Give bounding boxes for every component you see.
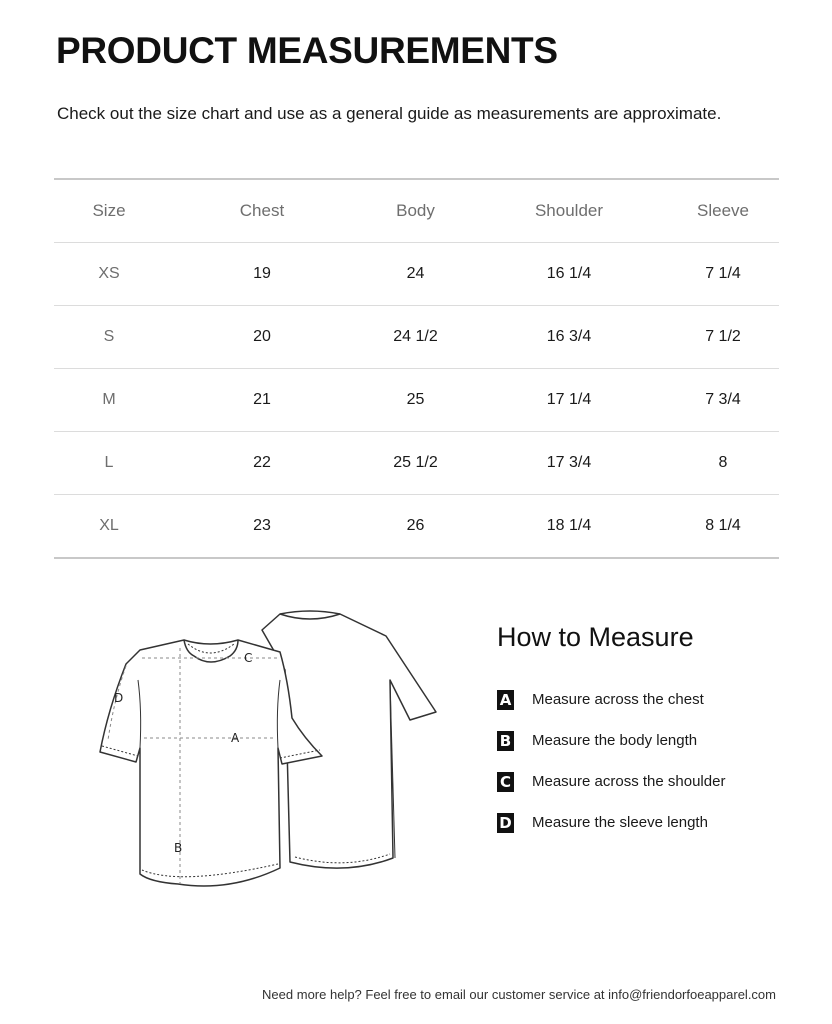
measure-instruction: Measure the sleeve length [532, 814, 708, 831]
chest-cell: 21 [253, 391, 271, 408]
how-to-measure-list [497, 679, 797, 843]
sleeve-cell: 7 3/4 [705, 391, 741, 408]
letter-c-badge: C [497, 772, 514, 792]
label-b: B [174, 841, 183, 855]
table-row [54, 243, 779, 306]
footer-help-text: Need more help? Feel free to email our customer service at info@friendorfoeapparel.com [262, 987, 776, 1002]
chest-cell: 20 [253, 328, 271, 345]
intro-text: Check out the size chart and use as a general guide as measurements are approximate. [57, 104, 722, 123]
table-row [54, 306, 779, 369]
measure-instruction: Measure the body length [532, 732, 698, 749]
size-cell: M [102, 391, 116, 408]
list-item [497, 720, 797, 761]
shoulder-cell: 16 1/4 [546, 265, 592, 282]
header-chest: Chest [239, 201, 285, 220]
label-d: D [114, 691, 124, 705]
sleeve-cell: 7 1/4 [705, 265, 741, 282]
measure-instruction: Measure across the chest [532, 691, 704, 708]
letter-d-badge: D [497, 813, 514, 833]
tshirt-measurement-diagram [90, 600, 450, 900]
size-cell: L [104, 454, 114, 471]
how-to-measure-section [497, 622, 797, 843]
label-a: A [231, 731, 240, 745]
body-cell: 25 1/2 [393, 454, 438, 471]
shoulder-cell: 17 1/4 [546, 391, 592, 408]
shoulder-cell: 17 3/4 [546, 454, 592, 471]
body-cell: 24 [406, 265, 425, 282]
body-cell: 24 1/2 [393, 328, 438, 345]
sleeve-cell: 7 1/2 [705, 328, 741, 345]
table-row [54, 369, 779, 432]
size-cell: XS [98, 265, 120, 282]
chest-cell: 23 [253, 517, 271, 534]
list-item [497, 802, 797, 843]
body-cell: 25 [406, 391, 425, 408]
header-shoulder: Shoulder [534, 201, 604, 220]
page-title: PRODUCT MEASUREMENTS [56, 30, 558, 71]
body-cell: 26 [406, 517, 425, 534]
letter-a-badge: A [497, 690, 514, 710]
sleeve-cell: 8 [718, 454, 728, 471]
chest-cell: 19 [253, 265, 271, 282]
shoulder-cell: 16 3/4 [546, 328, 592, 345]
table-row [54, 495, 779, 559]
table-row [54, 432, 779, 495]
header-body: Body [396, 201, 435, 220]
sleeve-cell: 8 1/4 [705, 517, 741, 534]
header-sleeve: Sleeve [697, 201, 749, 220]
how-to-measure-title: How to Measure [497, 622, 694, 652]
list-item [497, 679, 797, 720]
table-header-row [54, 179, 779, 243]
size-cell: S [103, 328, 115, 345]
letter-b-badge: B [497, 731, 514, 751]
measure-instruction: Measure across the shoulder [532, 773, 726, 790]
shoulder-cell: 18 1/4 [546, 517, 592, 534]
size-cell: XL [99, 517, 119, 534]
list-item [497, 761, 797, 802]
chest-cell: 22 [253, 454, 271, 471]
size-chart-table [54, 178, 779, 559]
label-c: C [244, 651, 253, 665]
header-size: Size [92, 201, 126, 220]
